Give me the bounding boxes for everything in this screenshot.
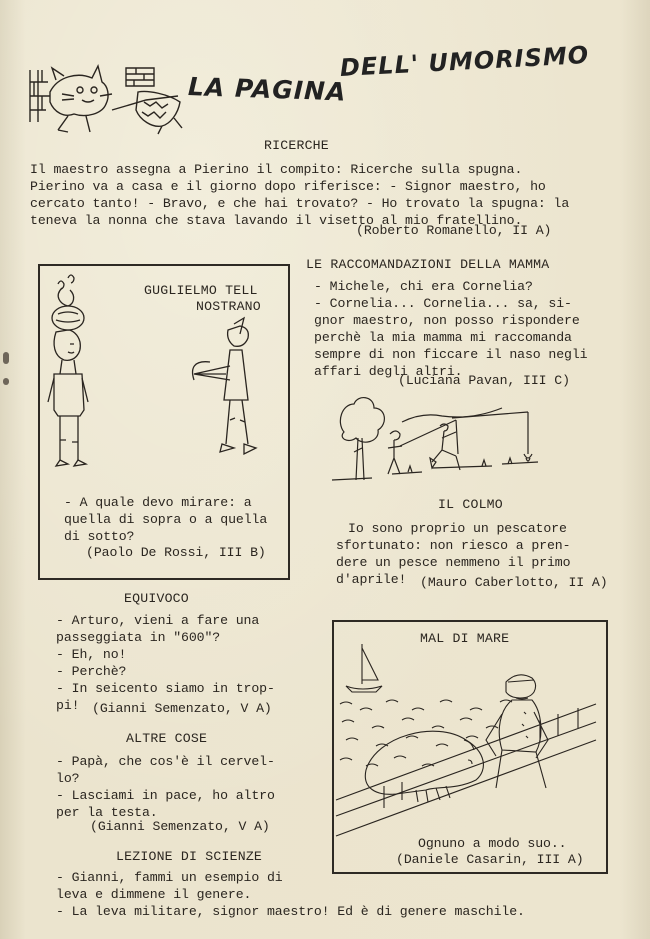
raccomandazioni-line: - Cornelia... Cornelia... sa, si- [314, 296, 572, 311]
colmo-line: dere un pesce nemmeno il primo [336, 555, 571, 570]
ricerche-line: teneva la nonna che stava lavando il visetto al mio fratellino. [30, 213, 523, 228]
lezione-line: - Gianni, fammi un esempio di [56, 870, 283, 885]
raccomandazioni-line: perchè la mia mamma mi raccomanda [314, 330, 572, 345]
raccomandazioni-line: affari degli altri. [314, 364, 463, 379]
colmo-line: sfortunato: non riesco a pren- [336, 538, 571, 553]
colmo-title: IL COLMO [438, 497, 503, 512]
archer-cartoon-illustration [44, 270, 280, 480]
equivoco-line: - Arturo, vieni a fare una [56, 613, 260, 628]
ricerche-line: cercato tanto! - Bravo, e che hai trovato? - Ho trovato la spugna: la [30, 196, 570, 211]
equivoco-line: - Eh, no! [56, 647, 127, 662]
ricerche-line: Pierino va a casa e il giorno dopo riferisce: - Signor maestro, ho [30, 179, 546, 194]
altre-cose-line: per la testa. [56, 805, 158, 820]
page-title-part1: LA PAGINA [187, 72, 347, 107]
altre-cose-title: ALTRE COSE [126, 731, 208, 746]
equivoco-line: pi! [56, 698, 80, 713]
ricerche-line: Il maestro assegna a Pierino il compito: Ricerche sulla spugna. [30, 162, 523, 177]
altre-cose-line: lo? [56, 771, 80, 786]
colmo-line: Io sono proprio un pescatore [348, 521, 567, 536]
guglielmo-line: quella di sopra o a quella [64, 512, 268, 527]
page-title-part2: DELL' UMORISMO [339, 40, 590, 82]
lezione-line: leva e dimmene il genere. [56, 887, 252, 902]
raccomandazioni-author: (Luciana Pavan, III C) [398, 373, 570, 388]
mal-di-mare-title: MAL DI MARE [420, 631, 510, 646]
equivoco-line: - Perchè? [56, 664, 127, 679]
mal-di-mare-caption: Ognuno a modo suo.. [418, 836, 567, 851]
binding-hole [3, 378, 9, 385]
guglielmo-line: di sotto? [64, 529, 135, 544]
seasick-cartoon-illustration [336, 640, 600, 836]
equivoco-line: - In seicento siamo in trop- [56, 681, 275, 696]
raccomandazioni-line: sempre di non ficcare il naso negli [314, 347, 588, 362]
cat-roof-illustration [28, 62, 188, 137]
guglielmo-title-line2: NOSTRANO [196, 299, 261, 314]
colmo-author: (Mauro Caberlotto, II A) [420, 575, 608, 590]
altre-cose-line: - Lasciami in pace, ho altro [56, 788, 275, 803]
fishing-cartoon-illustration [332, 392, 542, 488]
guglielmo-author: (Paolo De Rossi, III B) [86, 545, 266, 560]
altre-cose-line: - Papà, che cos'è il cervel- [56, 754, 275, 769]
equivoco-line: passeggiata in "600"? [56, 630, 221, 645]
equivoco-title: EQUIVOCO [124, 591, 189, 606]
equivoco-author: (Gianni Semenzato, V A) [92, 701, 272, 716]
mal-di-mare-author: (Daniele Casarin, III A) [396, 852, 584, 867]
guglielmo-title-line1: GUGLIELMO TELL [144, 283, 258, 298]
ricerche-title: RICERCHE [264, 138, 329, 153]
colmo-line: d'aprile! [336, 572, 407, 587]
lezione-title: LEZIONE DI SCIENZE [116, 849, 263, 864]
raccomandazioni-line: - Michele, chi era Cornelia? [314, 279, 533, 294]
raccomandazioni-title: LE RACCOMANDAZIONI DELLA MAMMA [306, 257, 550, 272]
binding-hole [3, 352, 9, 364]
ricerche-author: (Roberto Romanello, II A) [356, 223, 552, 238]
guglielmo-line: - A quale devo mirare: a [64, 495, 252, 510]
altre-cose-author: (Gianni Semenzato, V A) [90, 819, 270, 834]
raccomandazioni-line: gnor maestro, non posso rispondere [314, 313, 580, 328]
lezione-line: - La leva militare, signor maestro! Ed è di genere maschile. [56, 904, 525, 919]
